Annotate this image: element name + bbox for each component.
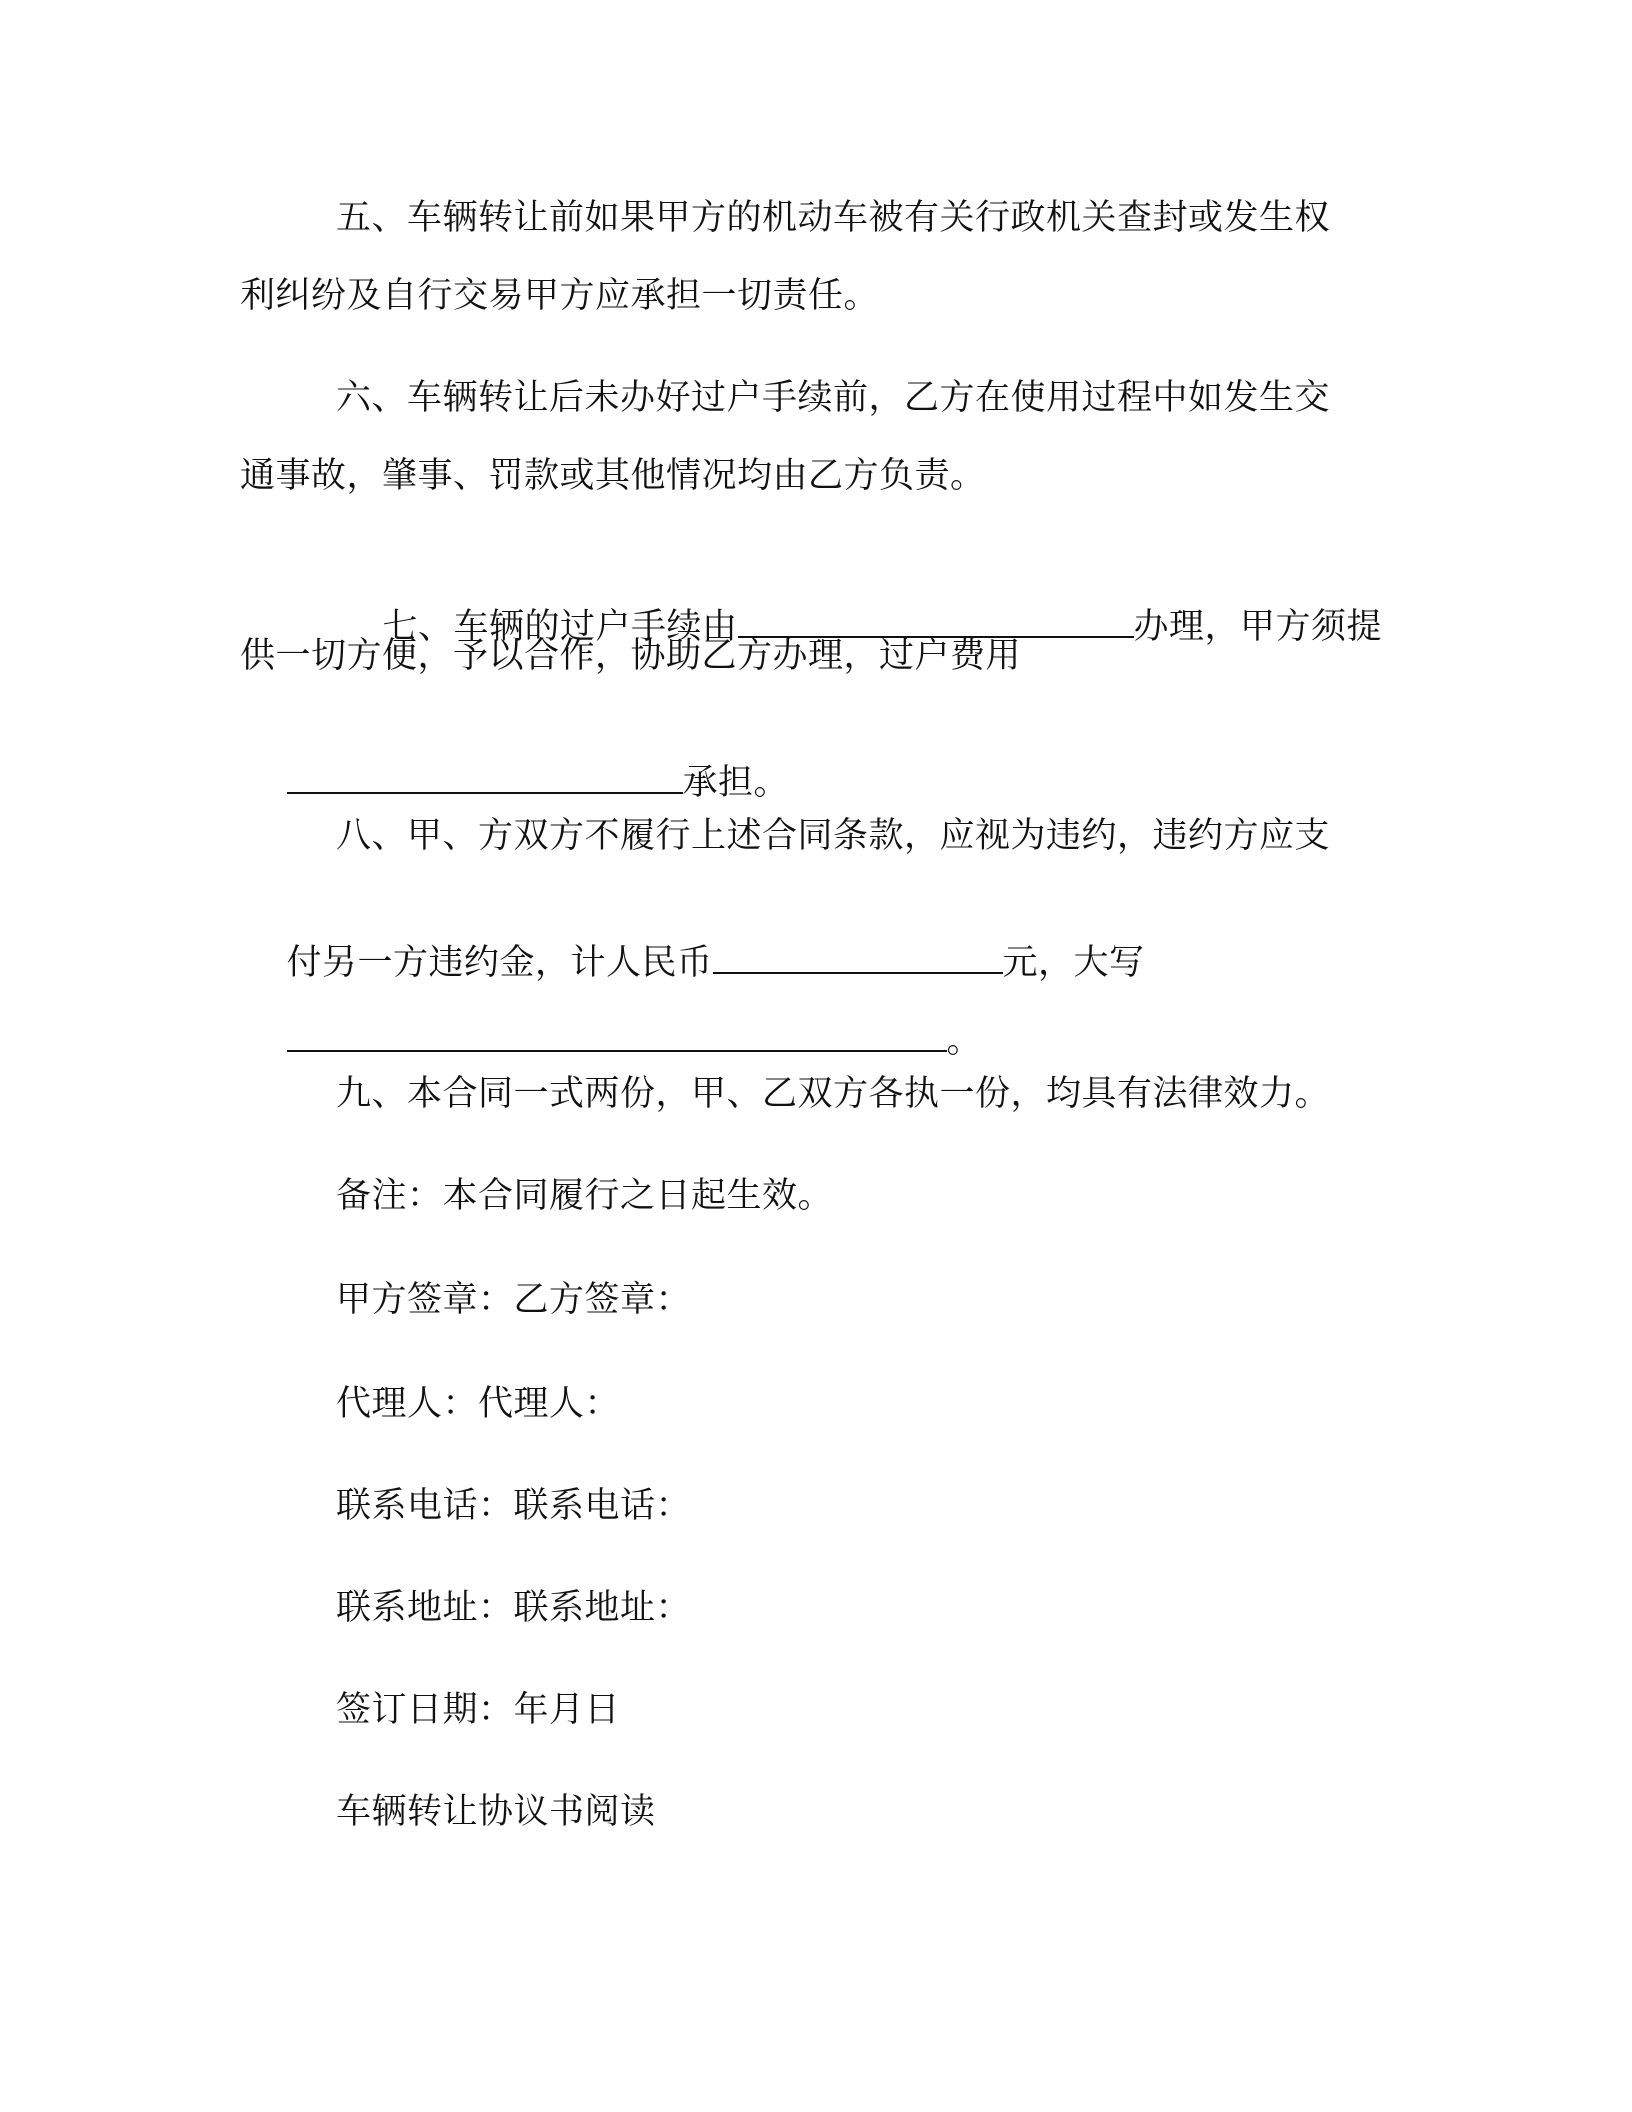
clause-five-line-1: 五、车辆转让前如果甲方的机动车被有关行政机关查封或发生权 <box>336 198 1331 238</box>
penalty-amount-words-blank <box>287 1016 947 1052</box>
address-line: 联系地址：联系地址： <box>336 1588 692 1628</box>
clause-eight-text-b: 元，大写 <box>1002 943 1145 983</box>
clause-five-line-2: 利纠纷及自行交易甲方应承担一切责任。 <box>240 276 880 316</box>
clause-eight-text-a: 付另一方违约金，计人民币 <box>286 943 713 983</box>
document-footer-title: 车辆转让协议书阅读 <box>336 1792 656 1832</box>
transfer-fee-payer-blank <box>287 758 683 794</box>
remark-line: 备注：本合同履行之日起生效。 <box>336 1176 834 1216</box>
clause-eight-text-c: 。 <box>946 1021 983 1061</box>
clause-seven-text-a: 七、车辆的过户手续由 <box>382 607 738 647</box>
clause-seven-line-2: 供一切方便，予以合作，协助乙方办理，过户费用 <box>240 636 1022 676</box>
phone-line: 联系电话：联系电话： <box>336 1486 692 1526</box>
clause-seven-text-c: 承担。 <box>682 763 790 803</box>
clause-nine-line-1: 九、本合同一式两份，甲、乙双方各执一份，均具有法律效力。 <box>336 1074 1331 1114</box>
signature-line: 甲方签章：乙方签章： <box>336 1280 692 1320</box>
clause-eight-line-1: 八、甲、方双方不履行上述合同条款，应视为违约，违约方应支 <box>336 816 1331 856</box>
clause-seven-text-b: 办理，甲方须提 <box>1133 607 1383 647</box>
agent-line: 代理人：代理人： <box>336 1384 621 1424</box>
signing-date-line: 签订日期：年月日 <box>336 1690 621 1730</box>
clause-six-line-2: 通事故，肇事、罚款或其他情况均由乙方负责。 <box>240 456 986 496</box>
clause-six-line-1: 六、车辆转让后未办好过户手续前，乙方在使用过程中如发生交 <box>336 378 1331 418</box>
